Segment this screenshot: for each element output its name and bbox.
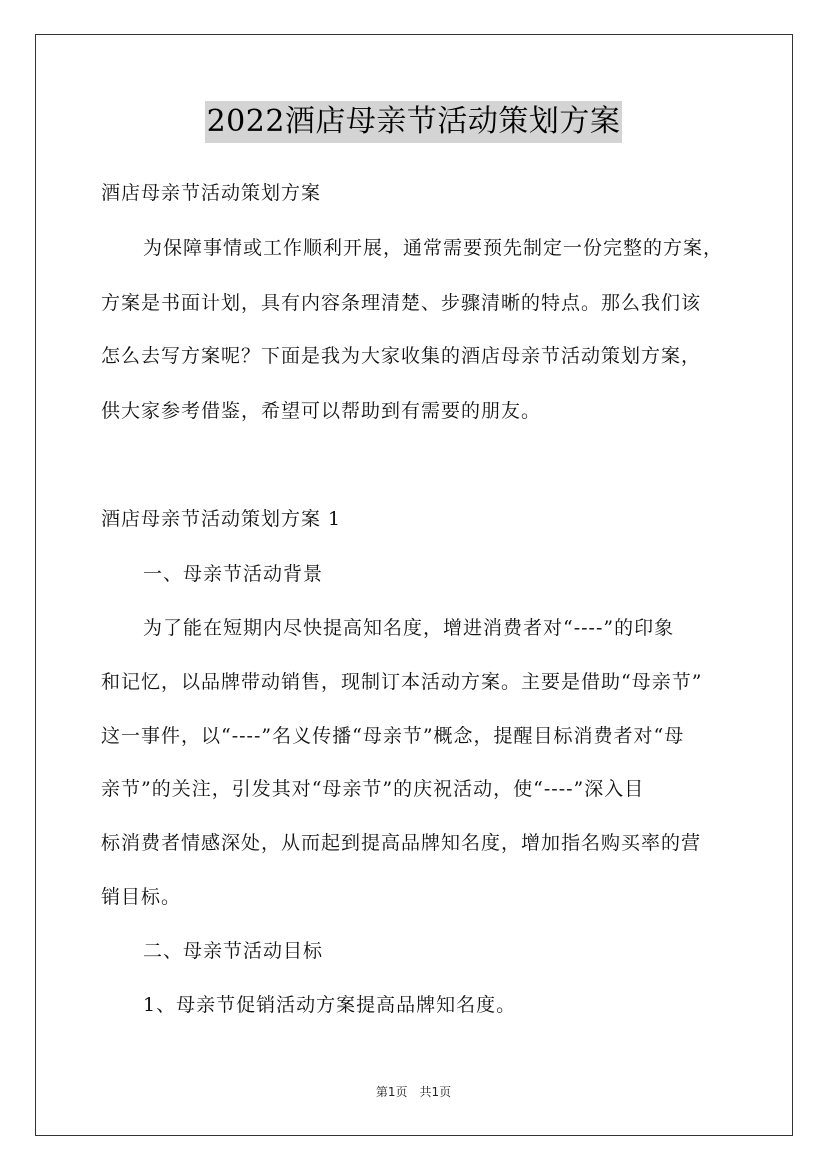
paragraph-line: 为保障事情或工作顺利开展，通常需要预先制定一份完整的方案， xyxy=(143,237,724,259)
title-container xyxy=(0,101,827,143)
paragraph-line: 供大家参考借鉴，希望可以帮助到有需要的朋友。 xyxy=(101,400,542,422)
paragraph-line: 为了能在短期内尽快提高知名度，增进消费者对“----”的印象 xyxy=(143,617,675,639)
paragraph-line: 方案是书面计划，具有内容条理清楚、步骤清晰的特点。那么我们该 xyxy=(101,292,702,314)
paragraph-line: 亲节”的关注，引发其对“母亲节”的庆祝活动，使“----”深入目 xyxy=(101,778,645,800)
paragraph-line: 和记忆，以品牌带动销售，现制订本活动方案。主要是借助“母亲节” xyxy=(101,671,703,693)
section-heading: 酒店母亲节活动策划方案 1 xyxy=(101,508,342,530)
paragraph-line: 1、母亲节促销活动方案提高品牌知名度。 xyxy=(143,994,517,1016)
paragraph-line: 销目标。 xyxy=(101,886,182,908)
paragraph-line: 怎么去写方案呢？下面是我为大家收集的酒店母亲节活动策划方案， xyxy=(101,345,702,367)
section-heading: 酒店母亲节活动策划方案 xyxy=(101,182,322,204)
subsection-heading: 一、母亲节活动背景 xyxy=(143,563,324,585)
page-footer: 第1页 共1页 xyxy=(375,1085,452,1099)
paragraph-line: 这一事件，以“----”名义传播“母亲节”概念，提醒目标消费者对“母 xyxy=(101,725,685,747)
paragraph-line: 标消费者情感深处，从而起到提高品牌知名度，增加指名购买率的营 xyxy=(101,832,702,854)
document-title: 2022酒店母亲节活动策划方案 xyxy=(205,101,623,143)
subsection-heading: 二、母亲节活动目标 xyxy=(143,940,324,962)
